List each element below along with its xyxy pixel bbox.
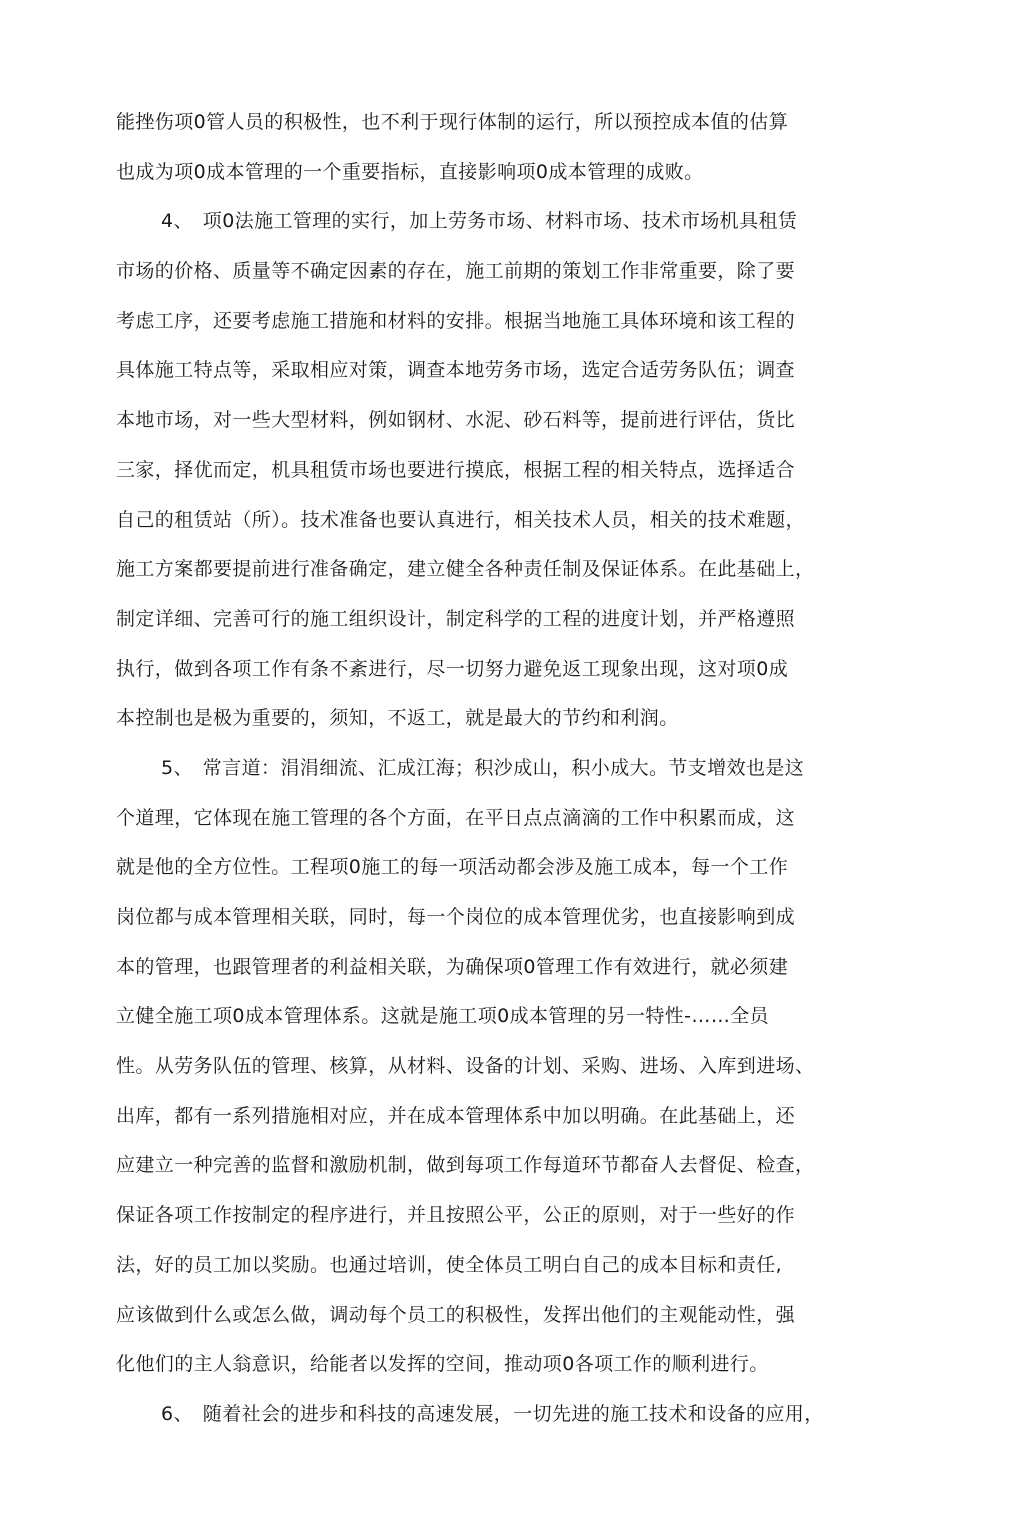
text-line: 能挫伤项0管人员的积极性，也不利于现行体制的运行，所以预控成本值的估算 (116, 111, 789, 133)
text-line: 执行，做到各项工作有条不紊进行，尽一切努力避免返工现象出现，这对项0成 (116, 657, 789, 680)
text-line: 自己的租赁站（所）。技术准备也要认真进行，相关技术人员，相关的技术难题， (116, 508, 805, 531)
text-line: 本控制也是极为重要的，须知，不返工，就是最大的节约和利润。 (116, 707, 679, 730)
text-line: 个道理，它体现在施工管理的各个方面，在平日点点滴滴的工作中积累而成，这 (116, 806, 796, 829)
text-line: 保证各项工作按制定的程序进行，并且按照公平，公正的原则，对于一些好的作 (116, 1204, 796, 1227)
paragraph-start-6: 6、 随着社会的进步和科技的高速发展，一切先进的施工技术和设备的应用， (161, 1402, 824, 1425)
text-line: 市场的价格、质量等不确定因素的存在，施工前期的策划工作非常重要，除了要 (116, 260, 796, 283)
paragraph-start-5: 5、 常言道：涓涓细流、汇成江海；积沙成山，积小成大。节支增效也是这 (161, 756, 805, 779)
text-line: 也成为项0成本管理的一个重要指标，直接影响项0成本管理的成败。 (116, 160, 704, 183)
text-line: 本地市场，对一些大型材料，例如钢材、水泥、砂石料等，提前进行评估，货比 (116, 409, 796, 432)
text-line: 法，好的员工加以奖励。也通过培训，使全体员工明白自己的成本目标和责任, (116, 1253, 783, 1276)
text-line: 就是他的全方位性。工程项0施工的每一项活动都会涉及施工成本，每一个工作 (116, 856, 789, 879)
text-line: 应该做到什么或怎么做，调动每个员工的积极性，发挥出他们的主观能动性，强 (116, 1303, 796, 1326)
text-line: 出库，都有一系列措施相对应，并在成本管理体系中加以明确。在此基础上，还 (116, 1104, 796, 1127)
text-line: 本的管理，也跟管理者的利益相关联，为确保项0管理工作有效进行，就必须建 (116, 955, 789, 978)
body-text (116, 98, 886, 1440)
text-line: 三家，择优而定，机具租赁市场也要进行摸底，根据工程的相关特点，选择适合 (116, 458, 796, 481)
text-line: 考虑工序，还要考虑施工措施和材料的安排。根据当地施工具体环境和该工程的 (116, 309, 796, 332)
text-line: 具体施工特点等，采取相应对策，调查本地劳务市场，选定合适劳务队伍；调查 (116, 359, 796, 382)
text-line: 岗位都与成本管理相关联，同时，每一个岗位的成本管理优劣，也直接影响到成 (116, 906, 796, 928)
paragraph-start-4: 4、 项0法施工管理的实行，加上劳务市场、材料市场、技术市场机具租赁 (161, 210, 798, 233)
text-line: 化他们的主人翁意识，给能者以发挥的空间，推动项0各项工作的顺利进行。 (116, 1353, 769, 1376)
text-line: 施工方案都要提前进行准备确定，建立健全各种责任制及保证体系。在此基础上， (116, 558, 815, 581)
text-line: 制定详细、完善可行的施工组织设计，制定科学的工程的进度计划，并严格遵照 (116, 607, 796, 630)
text-line: 性。从劳务队伍的管理、核算，从材料、设备的计划、采购、进场、入库到进场、 (116, 1055, 815, 1078)
text-line: 应建立一种完善的监督和激励机制，做到每项工作每道环节都奋人去督促、检查， (116, 1154, 815, 1177)
text-line: 立健全施工项0成本管理体系。这就是施工项0成本管理的另一特性-……全员 (116, 1005, 770, 1028)
